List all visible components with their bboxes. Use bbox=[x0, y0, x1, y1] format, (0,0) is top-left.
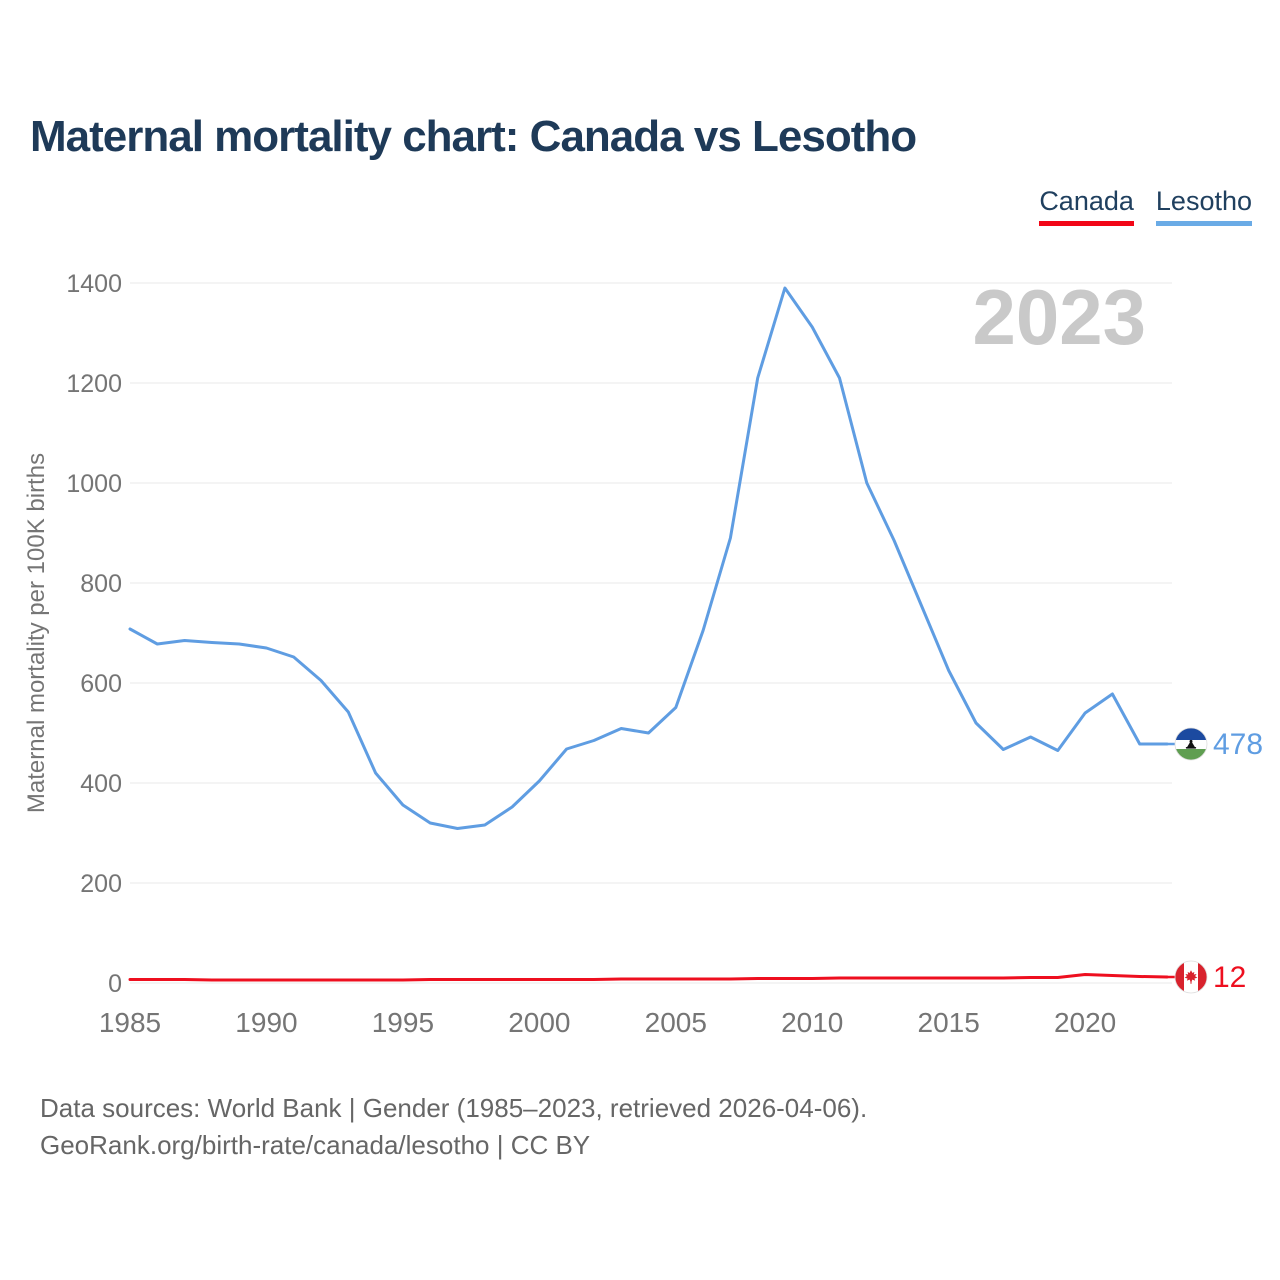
y-tick-label: 400 bbox=[80, 770, 122, 798]
y-tick-label: 1000 bbox=[66, 470, 122, 498]
y-tick-label: 800 bbox=[80, 570, 122, 598]
y-axis-title: Maternal mortality per 100K births bbox=[23, 452, 50, 814]
legend-label-lesotho: Lesotho bbox=[1155, 186, 1252, 216]
x-tick-label: 2000 bbox=[508, 1007, 571, 1038]
series-line-lesotho[interactable] bbox=[130, 288, 1167, 829]
x-tick-label: 1990 bbox=[235, 1007, 298, 1038]
series-line-canada[interactable] bbox=[130, 975, 1167, 981]
y-tick-label: 0 bbox=[108, 970, 122, 998]
footer bbox=[40, 1090, 867, 1164]
x-tick-label: 2015 bbox=[917, 1007, 980, 1038]
y-tick-label: 1200 bbox=[66, 370, 122, 398]
footer-sources: Data sources: World Bank | Gender (1985–2023, retrieved 2026-04-06). bbox=[40, 1093, 868, 1123]
y-tick-label: 200 bbox=[80, 870, 122, 898]
end-value-label-lesotho: 478 bbox=[1213, 728, 1264, 761]
end-value-label-canada: 12 bbox=[1213, 961, 1247, 994]
legend bbox=[1039, 186, 1252, 226]
x-tick-label: 2010 bbox=[781, 1007, 844, 1038]
x-tick-label: 2005 bbox=[644, 1007, 707, 1038]
legend-label-canada: Canada bbox=[1039, 186, 1134, 216]
legend-color-bar-lesotho bbox=[1156, 221, 1252, 226]
page-title: Maternal mortality chart: Canada vs Lesotho bbox=[30, 112, 917, 161]
x-tick-label: 1985 bbox=[98, 1007, 162, 1038]
legend-color-bar-canada bbox=[1039, 221, 1134, 226]
y-tick-label: 600 bbox=[80, 670, 122, 698]
y-tick-label: 1400 bbox=[66, 270, 122, 298]
x-tick-label: 1995 bbox=[371, 1007, 435, 1038]
footer-attribution: GeoRank.org/birth-rate/canada/lesotho | CC BY bbox=[40, 1130, 591, 1160]
watermark-year: 2023 bbox=[972, 273, 1146, 361]
x-tick-label: 2020 bbox=[1053, 1007, 1117, 1038]
legend-item-canada[interactable] bbox=[1039, 186, 1134, 226]
legend-item-lesotho[interactable] bbox=[1156, 186, 1252, 226]
